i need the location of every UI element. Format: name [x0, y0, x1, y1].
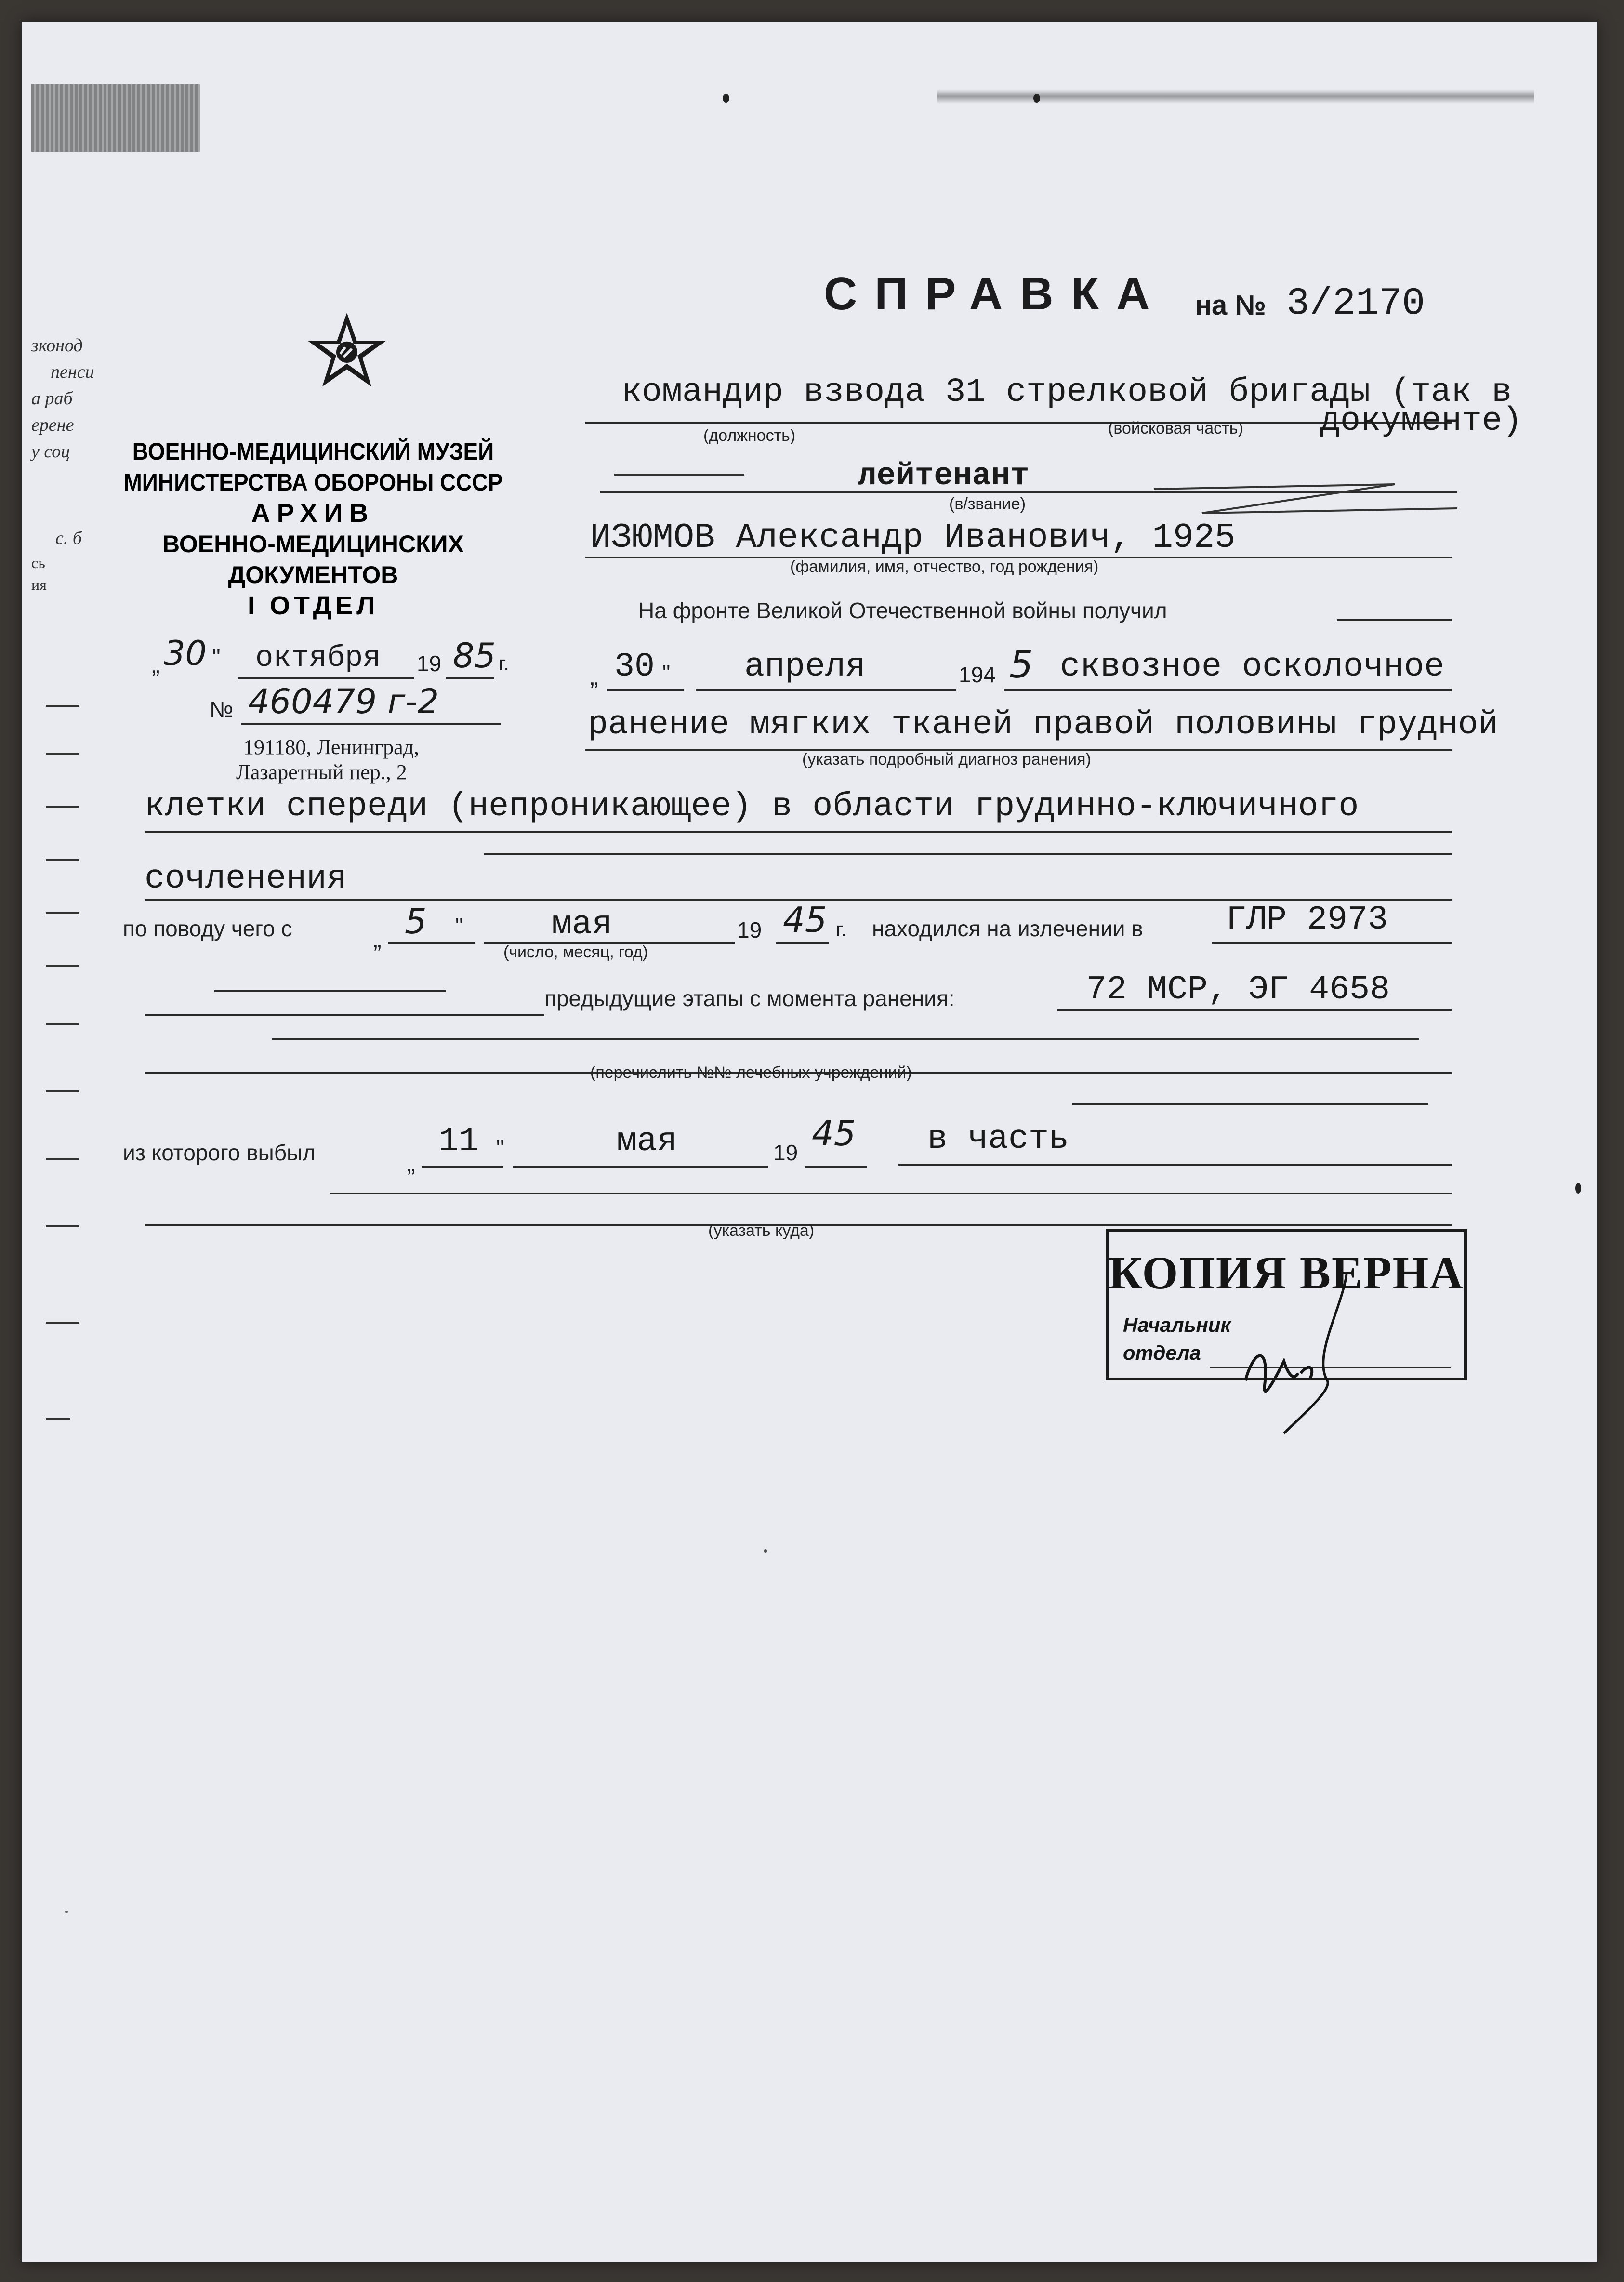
punch-mark: [723, 94, 729, 103]
wound-description-4: сочленения: [145, 860, 347, 898]
stamp-date-quote: „: [152, 651, 160, 678]
full-name-value: ИЗЮМОВ Александр Иванович, 1925: [590, 518, 1236, 557]
previous-stages-value: 72 МСР, ЭГ 4658: [1086, 971, 1390, 1009]
reference-prefix: на №: [1195, 290, 1267, 321]
underline: [696, 689, 956, 691]
margin-fragment: зконод: [31, 335, 83, 356]
stamp-line: АРХИВ: [251, 499, 375, 528]
document-title: СПРАВКА: [824, 268, 1167, 319]
certify-stamp-line2: отдела: [1123, 1341, 1201, 1364]
underline: [1337, 619, 1452, 621]
wound-day: 30: [614, 648, 655, 686]
stamp-date-year-suffix: 85: [453, 636, 496, 676]
scan-noise: [764, 1549, 767, 1553]
front-text: На фронте Великой Отечественной войны получил: [638, 598, 1167, 623]
underline: [238, 677, 414, 679]
treat-year-prefix: 19: [737, 917, 762, 942]
position-caption: (должность): [703, 426, 796, 445]
margin-fragment: у соц: [31, 441, 70, 462]
dash-strikeout: [600, 455, 1467, 523]
position-unit-continuation: документе): [1320, 402, 1523, 440]
left-date-quote-close: ": [496, 1135, 504, 1160]
wound-month: апреля: [744, 648, 866, 686]
margin-fragment: пенси: [51, 362, 94, 382]
stamp-line: I ОТДЕЛ: [247, 591, 379, 620]
underline: [1004, 689, 1452, 691]
margin-fragment: ерене: [31, 415, 74, 435]
punch-mark: [1575, 1183, 1581, 1194]
wound-date-quote: „: [590, 663, 598, 690]
underline: [898, 1164, 1452, 1166]
rank-value: лейтенант: [858, 458, 1030, 494]
stamp-number: 460479 г-2: [248, 682, 439, 721]
institutions-caption: (перечислить №№ лечебных учреждений): [590, 1063, 912, 1082]
margin-fragment: с. б: [55, 528, 82, 548]
treat-day: 5: [405, 901, 427, 942]
destination-value: в часть: [927, 1120, 1069, 1158]
stamp-line: ДОКУМЕНТОВ: [228, 561, 398, 588]
document-sheet: [22, 22, 1597, 2262]
position-unit-value: командир взвода 31 стрелковой бригады (так в: [621, 373, 1512, 411]
underline: [1057, 1009, 1452, 1011]
stamp-number-prefix: №: [210, 697, 234, 722]
stamp-line: ВОЕННО-МЕДИЦИНСКИХ: [162, 531, 464, 557]
punch-mark: [1033, 94, 1040, 103]
treat-text: находился на излечении в: [872, 916, 1143, 941]
wound-year-prefix: 194: [959, 662, 996, 687]
underline: [1212, 942, 1452, 944]
wound-year-suffix: 5: [1009, 643, 1033, 687]
reference-number: 3/2170: [1286, 282, 1426, 326]
underline: [330, 1193, 1452, 1194]
name-caption: (фамилия, имя, отчество, год рождения): [790, 557, 1099, 576]
underline: [805, 1166, 867, 1168]
diagnosis-caption: (указать подробный диагноз ранения): [802, 750, 1091, 769]
underline: [776, 942, 829, 944]
margin-fragment: сь: [31, 554, 45, 571]
rank-caption: (в/звание): [949, 495, 1026, 513]
underline: [272, 1038, 1419, 1040]
date-caption: (число, месяц, год): [503, 943, 648, 961]
hospital-value: ГЛР 2973: [1226, 901, 1388, 939]
left-day: 11: [438, 1123, 479, 1161]
unit-caption: (войсковая часть): [1108, 419, 1243, 438]
stamp-date-year-prefix: 19: [417, 651, 442, 676]
stamp-line: ВОЕННО-МЕДИЦИНСКИЙ МУЗЕЙ: [132, 438, 494, 465]
margin-rule-marks: [41, 696, 99, 1515]
archive-stamp: [106, 436, 520, 621]
margin-fragment: а раб: [31, 388, 73, 409]
scan-noise: [65, 1911, 68, 1913]
treat-date-quote-close: ": [455, 914, 463, 939]
underline: [422, 1166, 503, 1168]
underline: [607, 689, 684, 691]
scan-artifact-top-right: [937, 89, 1534, 104]
treat-date-quote: „: [373, 926, 382, 953]
stamp-address-line: 191180, Ленинград,: [243, 735, 420, 759]
underline: [145, 831, 1452, 833]
star-emblem-icon: [306, 311, 388, 390]
wound-description-2: ранение мягких тканей правой половины грудной: [588, 706, 1499, 744]
treat-year-unit: г.: [836, 918, 846, 941]
left-text: из которого выбыл: [123, 1140, 316, 1165]
left-date-quote: „: [407, 1150, 415, 1177]
underline: [214, 990, 446, 992]
scan-artifact-top-left: [31, 84, 200, 152]
destination-caption: (указать куда): [708, 1221, 815, 1240]
wound-description-1: сквозное осколочное: [1060, 648, 1445, 686]
treat-year-suffix: 45: [783, 900, 827, 940]
previous-stages-text: предыдущие этапы с момента ранения:: [544, 986, 955, 1011]
underline: [484, 853, 1452, 855]
underline: [1072, 1103, 1428, 1105]
reason-text: по поводу чего с: [123, 916, 292, 941]
certify-stamp-line1: Начальник: [1123, 1313, 1231, 1336]
stamp-date-day: 30: [164, 634, 207, 673]
stamp-date-month: октября: [255, 641, 381, 675]
stamp-date-quote-close: ": [212, 644, 221, 671]
underline: [145, 1014, 544, 1016]
signature-image: [1226, 1265, 1371, 1438]
underline: [241, 723, 501, 725]
underline: [513, 1166, 768, 1168]
stamp-date-year-unit: г.: [499, 652, 509, 675]
underline: [388, 942, 475, 944]
stamp-address-line: Лазаретный пер., 2: [236, 760, 407, 784]
wound-date-quote-close: ": [662, 661, 671, 686]
left-year-suffix: 45: [812, 1113, 856, 1154]
stamp-line: МИНИСТЕРСТВА ОБОРОНЫ СССР: [123, 469, 503, 496]
certify-stamp-title: КОПИЯ ВЕРНА: [1109, 1247, 1464, 1299]
wound-description-3: клетки спереди (непроникающее) в области грудинно-ключичного: [145, 788, 1359, 826]
treat-month: мая: [552, 906, 613, 944]
margin-fragment: ия: [31, 576, 47, 593]
underline: [446, 677, 494, 679]
left-month: мая: [617, 1123, 678, 1161]
left-year-prefix: 19: [773, 1140, 798, 1165]
